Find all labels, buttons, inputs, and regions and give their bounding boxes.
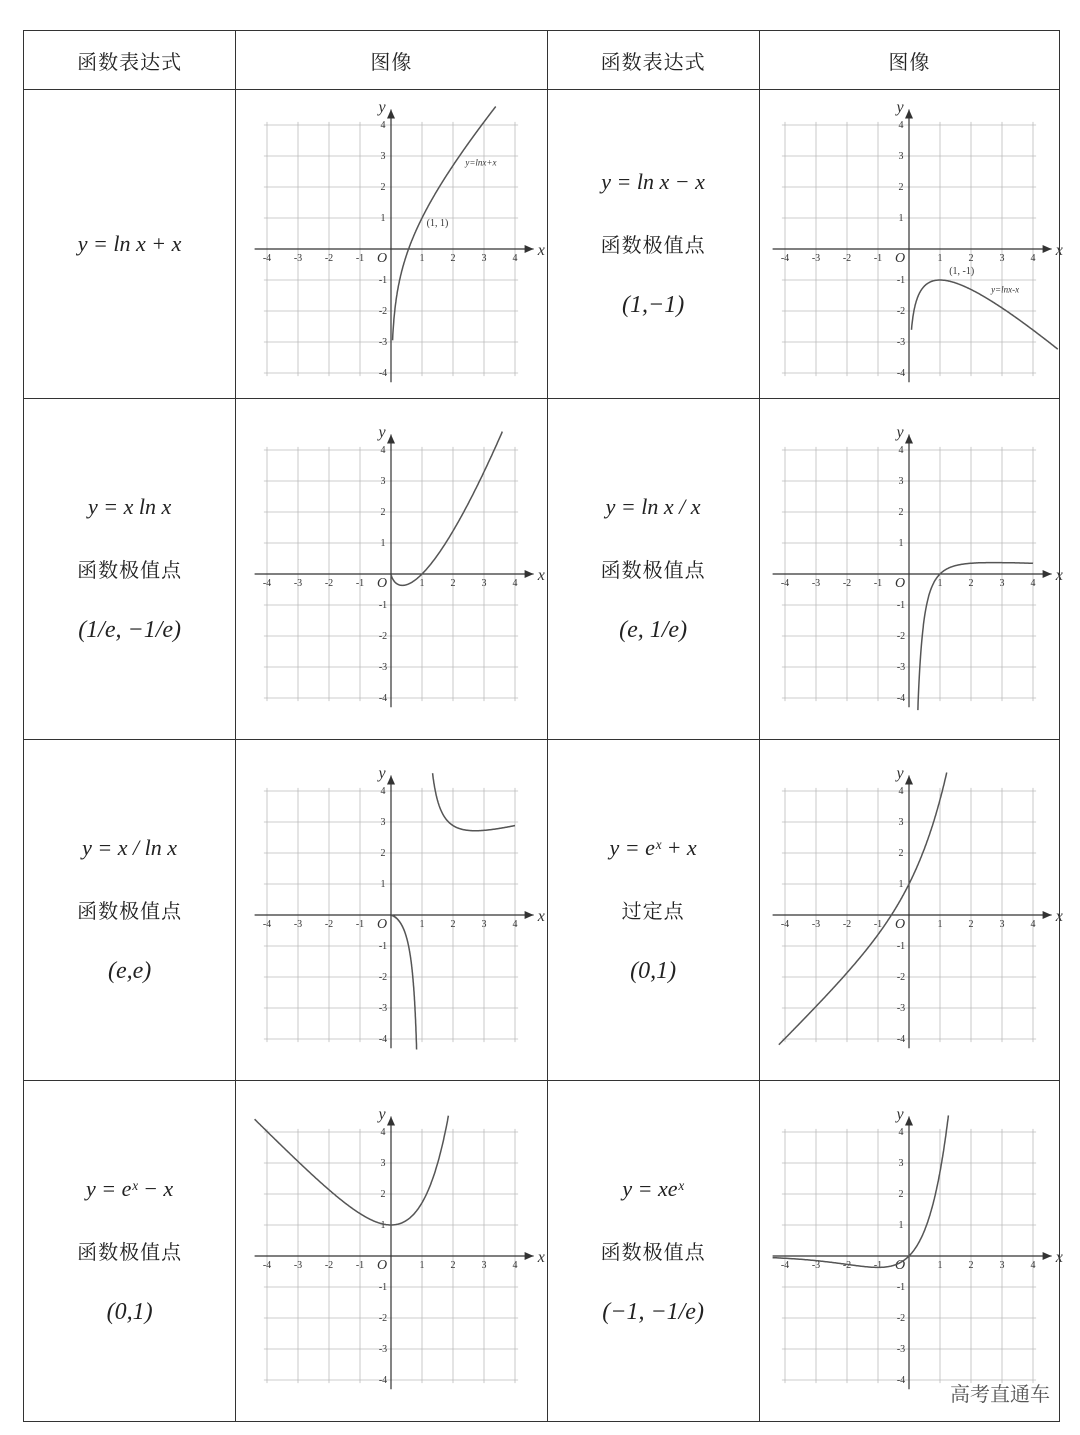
x-tick-label: 4 <box>512 578 518 589</box>
x-tick-label: 3 <box>481 919 487 930</box>
expression-cell <box>547 90 759 399</box>
x-tick-label: 3 <box>481 578 487 589</box>
y-tick-label: 2 <box>380 507 386 518</box>
x-tick-label: -2 <box>843 578 852 589</box>
y-tick-label: 3 <box>898 476 904 487</box>
y-tick-label: -2 <box>379 972 388 983</box>
x-tick-label: -3 <box>294 919 303 930</box>
x-tick-label: -4 <box>263 919 272 930</box>
x-tick-label: -2 <box>843 919 852 930</box>
y-axis-arrow <box>387 110 395 119</box>
y-tick-label: 1 <box>898 879 904 890</box>
x-tick-label: -1 <box>356 578 365 589</box>
function-curve <box>779 773 947 1045</box>
x-tick-label: -4 <box>263 253 272 264</box>
y-tick-label: 1 <box>898 538 904 549</box>
formula: y = xeˣ <box>622 1176 684 1201</box>
y-tick-label: -3 <box>379 662 388 673</box>
x-axis-label: x <box>1056 908 1064 925</box>
y-tick-label: 1 <box>898 1220 904 1231</box>
x-tick-label: -4 <box>263 578 272 589</box>
y-tick-label: 4 <box>380 1127 386 1138</box>
x-tick-label: 1 <box>937 253 943 264</box>
x-tick-label: 2 <box>450 578 456 589</box>
x-tick-label: -2 <box>843 253 852 264</box>
formula: y = x / ln x <box>82 835 178 860</box>
label: 函数极值点 <box>77 1240 183 1264</box>
x-axis-label: x <box>1056 1249 1064 1266</box>
formula: y = ln x + x <box>77 231 182 256</box>
y-tick-label: 4 <box>898 1127 904 1138</box>
y-axis-arrow <box>387 1117 395 1126</box>
x-axis-arrow <box>1043 911 1052 919</box>
graph-x-ex <box>764 1105 1064 1396</box>
label: 函数极值点 <box>600 558 706 582</box>
formula: y = ln x / x <box>605 494 701 519</box>
expression-cell <box>24 1081 236 1422</box>
y-tick-label: -1 <box>897 275 906 286</box>
x-axis-label: x <box>538 1249 546 1266</box>
y-tick-label: -4 <box>897 693 906 704</box>
y-tick-label: 4 <box>898 445 904 456</box>
x-tick-label: -2 <box>325 578 334 589</box>
y-tick-label: -4 <box>379 1034 388 1045</box>
x-tick-label: 1 <box>419 253 425 264</box>
header-graph-1: 图像 <box>236 31 547 90</box>
label: 函数极值点 <box>600 1240 706 1264</box>
graph-cell <box>236 740 547 1081</box>
x-tick-label: -4 <box>781 1260 790 1271</box>
x-tick-label: -1 <box>874 578 883 589</box>
x-tick-label: -2 <box>325 919 334 930</box>
graph-cell <box>759 399 1064 740</box>
x-axis-label: x <box>538 242 546 259</box>
point-annotation: (1, -1) <box>949 265 975 277</box>
function-curve <box>773 1115 949 1267</box>
origin-label: O <box>895 1258 906 1273</box>
point: (−1, −1/e) <box>602 1299 704 1325</box>
function-curve <box>912 280 1058 349</box>
y-tick-label: 4 <box>898 786 904 797</box>
x-tick-label: 3 <box>999 578 1005 589</box>
y-axis-label: y <box>378 764 386 782</box>
x-tick-label: -2 <box>843 1260 852 1271</box>
x-tick-label: -4 <box>781 253 790 264</box>
x-tick-label: 1 <box>937 919 943 930</box>
x-tick-label: -2 <box>325 1260 334 1271</box>
x-tick-label: -3 <box>294 1260 303 1271</box>
graph-lnx-over-x <box>764 423 1064 714</box>
y-tick-label: -1 <box>379 1282 388 1293</box>
point: (e, 1/e) <box>619 617 688 643</box>
y-tick-label: 2 <box>380 848 386 859</box>
x-tick-label: 1 <box>419 578 425 589</box>
label: 函数极值点 <box>600 233 706 257</box>
x-tick-label: -1 <box>356 253 365 264</box>
x-tick-label: 3 <box>999 1260 1005 1271</box>
expression-cell <box>24 90 236 399</box>
y-tick-label: 2 <box>898 1189 904 1200</box>
y-tick-label: 2 <box>898 182 904 193</box>
x-axis-arrow <box>1043 570 1052 578</box>
origin-label: O <box>377 917 388 932</box>
header-expression-1: 函数表达式 <box>24 31 236 90</box>
y-tick-label: 2 <box>898 848 904 859</box>
graph-cell <box>759 90 1064 399</box>
point-annotation: (1, 1) <box>427 218 449 229</box>
y-tick-label: 4 <box>380 445 386 456</box>
x-axis-arrow <box>1043 245 1052 253</box>
y-tick-label: 2 <box>898 507 904 518</box>
formula: y = eˣ − x <box>86 1176 174 1201</box>
y-axis-label: y <box>896 764 904 782</box>
expression-cell <box>547 399 759 740</box>
x-tick-label: -3 <box>812 919 821 930</box>
y-tick-label: 3 <box>380 476 386 487</box>
table-row <box>24 740 1060 1081</box>
x-tick-label: 2 <box>450 1260 456 1271</box>
header-row <box>24 31 1060 90</box>
graph-x-over-lnx <box>246 764 546 1055</box>
y-tick-label: -1 <box>897 600 906 611</box>
y-tick-label: 3 <box>898 151 904 162</box>
x-tick-label: -1 <box>874 253 883 264</box>
x-tick-label: 4 <box>1030 1260 1036 1271</box>
table-row <box>24 1081 1060 1422</box>
expression-cell <box>547 740 759 1081</box>
x-tick-label: 3 <box>999 919 1005 930</box>
x-tick-label: 2 <box>968 919 974 930</box>
function-curve <box>392 432 503 586</box>
y-tick-label: -3 <box>897 1003 906 1014</box>
curve-label: y=lnx+x <box>465 157 497 168</box>
y-axis-label: y <box>378 1105 386 1123</box>
origin-label: O <box>895 917 906 932</box>
y-axis-label: y <box>378 98 386 116</box>
y-tick-label: 3 <box>380 151 386 162</box>
x-axis-label: x <box>1056 567 1064 584</box>
y-axis-label: y <box>896 98 904 116</box>
y-tick-label: 3 <box>380 817 386 828</box>
y-tick-label: -1 <box>897 941 906 952</box>
y-tick-label: 3 <box>380 1158 386 1169</box>
y-tick-label: -2 <box>379 631 388 642</box>
expression-cell <box>24 399 236 740</box>
origin-label: O <box>377 251 388 266</box>
y-tick-label: 1 <box>898 213 904 224</box>
y-tick-label: 2 <box>380 182 386 193</box>
y-tick-label: -1 <box>897 1282 906 1293</box>
y-tick-label: 4 <box>380 120 386 131</box>
header-graph-2: 图像 <box>759 31 1059 90</box>
formula: y = x ln x <box>87 494 172 519</box>
table-row <box>24 399 1060 740</box>
graph-ex-minus-x <box>246 1105 546 1396</box>
expression-cell <box>24 740 236 1081</box>
x-axis-label: x <box>1056 242 1064 259</box>
x-tick-label: 4 <box>512 253 518 264</box>
y-tick-label: -3 <box>897 662 906 673</box>
y-tick-label: -3 <box>379 1003 388 1014</box>
y-tick-label: -1 <box>379 941 388 952</box>
x-tick-label: -2 <box>325 253 334 264</box>
x-tick-label: -3 <box>294 253 303 264</box>
y-tick-label: -1 <box>379 600 388 611</box>
x-tick-label: 2 <box>968 578 974 589</box>
curve-label: y=lnx-x <box>991 284 1020 295</box>
y-tick-label: -2 <box>897 972 906 983</box>
y-tick-label: -4 <box>379 1375 388 1386</box>
origin-label: O <box>895 576 906 591</box>
graph-lnx-minus-x <box>764 98 1064 389</box>
y-tick-label: -2 <box>897 306 906 317</box>
y-tick-label: -2 <box>379 1313 388 1324</box>
x-tick-label: 2 <box>968 253 974 264</box>
graph-x-lnx <box>246 423 546 714</box>
y-tick-label: 1 <box>380 879 386 890</box>
point: (0,1) <box>630 958 677 984</box>
point: (1,−1) <box>622 292 685 318</box>
x-tick-label: 4 <box>1030 578 1036 589</box>
graph-cell <box>236 399 547 740</box>
x-tick-label: 4 <box>1030 919 1036 930</box>
x-tick-label: -1 <box>356 919 365 930</box>
point: (e,e) <box>107 958 152 984</box>
y-axis-arrow <box>387 435 395 444</box>
x-tick-label: 3 <box>481 253 487 264</box>
x-axis-label: x <box>538 908 546 925</box>
x-tick-label: -3 <box>812 578 821 589</box>
x-tick-label: 1 <box>419 919 425 930</box>
y-axis-label: y <box>896 423 904 441</box>
y-tick-label: -2 <box>897 631 906 642</box>
label: 函数极值点 <box>77 558 183 582</box>
y-tick-label: 4 <box>380 786 386 797</box>
y-tick-label: -1 <box>379 275 388 286</box>
point: (1/e, −1/e) <box>78 617 182 643</box>
formula: y = ln x − x <box>601 169 705 194</box>
x-tick-label: 4 <box>1030 253 1036 264</box>
y-axis-arrow <box>387 776 395 785</box>
table-row <box>24 90 1060 399</box>
y-tick-label: -4 <box>897 1034 906 1045</box>
x-tick-label: -4 <box>263 1260 272 1271</box>
y-axis-label: y <box>896 1105 904 1123</box>
graph-cell <box>759 740 1064 1081</box>
x-tick-label: -1 <box>874 919 883 930</box>
x-axis-label: x <box>538 567 546 584</box>
x-tick-label: 4 <box>512 1260 518 1271</box>
graph-cell <box>236 1081 547 1422</box>
x-tick-label: 2 <box>450 253 456 264</box>
watermark: 高考直通车 <box>950 1382 1050 1406</box>
y-axis-arrow <box>905 1117 913 1126</box>
x-tick-label: -3 <box>294 578 303 589</box>
y-tick-label: 2 <box>380 1189 386 1200</box>
graph-cell <box>759 1081 1064 1422</box>
origin-label: O <box>377 576 388 591</box>
x-tick-label: 1 <box>419 1260 425 1271</box>
graph-ex-plus-x <box>764 764 1064 1055</box>
y-tick-label: 3 <box>898 1158 904 1169</box>
expression-cell <box>547 1081 759 1422</box>
y-tick-label: -2 <box>379 306 388 317</box>
x-tick-label: -3 <box>812 253 821 264</box>
function-curve <box>392 915 417 1049</box>
y-axis-arrow <box>905 110 913 119</box>
y-tick-label: 1 <box>380 538 386 549</box>
x-tick-label: 1 <box>937 1260 943 1271</box>
x-tick-label: -4 <box>781 919 790 930</box>
x-tick-label: 4 <box>512 919 518 930</box>
graph-cell <box>236 90 547 399</box>
x-tick-label: 2 <box>450 919 456 930</box>
x-tick-label: -1 <box>356 1260 365 1271</box>
x-tick-label: -4 <box>781 578 790 589</box>
x-tick-label: 3 <box>481 1260 487 1271</box>
formula: y = eˣ + x <box>609 835 697 860</box>
x-axis-arrow <box>1043 1252 1052 1260</box>
y-tick-label: 1 <box>380 1220 386 1231</box>
origin-label: O <box>377 1258 388 1273</box>
y-axis-arrow <box>905 435 913 444</box>
x-axis-arrow <box>525 245 534 253</box>
point: (0,1) <box>106 1299 153 1325</box>
x-tick-label: 2 <box>968 1260 974 1271</box>
y-tick-label: -3 <box>379 337 388 348</box>
y-tick-label: -3 <box>897 1344 906 1355</box>
x-tick-label: 1 <box>937 578 943 589</box>
graph-lnx-plus-x <box>246 98 546 389</box>
y-tick-label: -4 <box>379 693 388 704</box>
y-tick-label: -3 <box>897 337 906 348</box>
label: 函数极值点 <box>77 899 183 923</box>
y-tick-label: 4 <box>898 120 904 131</box>
origin-label: O <box>895 251 906 266</box>
label: 过定点 <box>621 899 685 923</box>
x-axis-arrow <box>525 911 534 919</box>
y-tick-label: 1 <box>380 213 386 224</box>
x-tick-label: 3 <box>999 253 1005 264</box>
x-axis-arrow <box>525 1252 534 1260</box>
y-tick-label: -4 <box>379 368 388 379</box>
function-table <box>23 30 1064 1422</box>
header-expression-2: 函数表达式 <box>547 31 759 90</box>
y-axis-arrow <box>905 776 913 785</box>
x-tick-label: -3 <box>812 1260 821 1271</box>
y-axis-label: y <box>378 423 386 441</box>
y-tick-label: 3 <box>898 817 904 828</box>
x-axis-arrow <box>525 570 534 578</box>
y-tick-label: -2 <box>897 1313 906 1324</box>
y-tick-label: -3 <box>379 1344 388 1355</box>
y-tick-label: -4 <box>897 1375 906 1386</box>
x-tick-label: -1 <box>874 1260 883 1271</box>
y-tick-label: -4 <box>897 368 906 379</box>
